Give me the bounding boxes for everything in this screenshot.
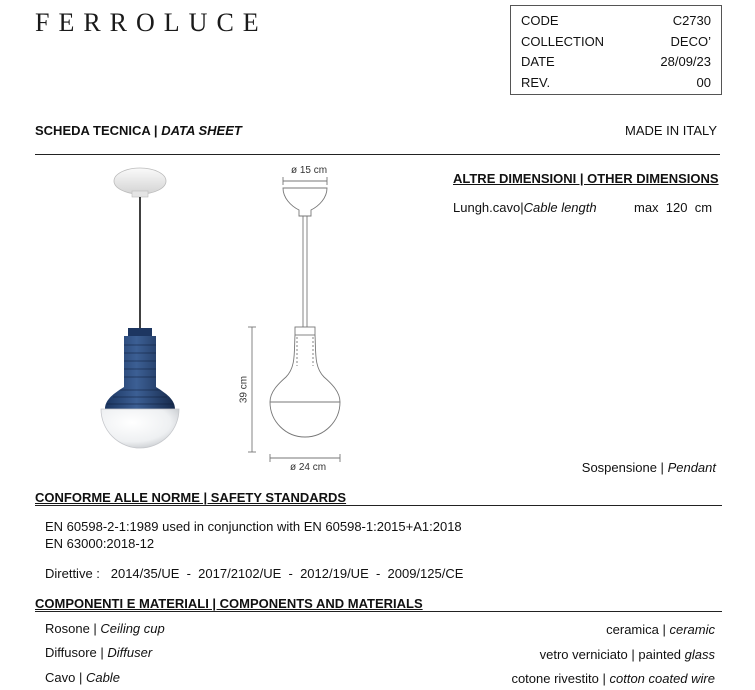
cable-length-value: max 120 cm bbox=[634, 200, 713, 215]
component-material-en: glass bbox=[684, 647, 715, 662]
top-diameter-label: ø 15 cm bbox=[290, 165, 328, 176]
component-name-en: Ceiling cup bbox=[100, 621, 165, 636]
standards-divider bbox=[35, 505, 722, 506]
cable-length-label-it: Lungh.cavo| bbox=[453, 200, 524, 215]
technical-drawing bbox=[238, 162, 370, 480]
component-name-it: Cavo | bbox=[45, 670, 86, 685]
component-name-it: Diffusore | bbox=[45, 645, 108, 660]
directives-line: Direttive : 2014/35/UE - 2017/2102/UE - 2012/19/UE - 2009/125/CE bbox=[45, 566, 464, 581]
component-material bbox=[606, 622, 715, 637]
component-material-it: ceramica | bbox=[606, 622, 670, 637]
components-divider bbox=[35, 611, 722, 612]
collection-value: DECO’ bbox=[670, 34, 711, 49]
bottom-diameter-label: ø 24 cm bbox=[289, 462, 327, 473]
component-name bbox=[45, 670, 120, 685]
component-name bbox=[45, 645, 152, 660]
title-italian: SCHEDA TECNICA | bbox=[35, 123, 162, 138]
page-title bbox=[35, 123, 242, 138]
component-name bbox=[45, 621, 165, 636]
component-name-en: Cable bbox=[85, 670, 120, 685]
component-material-it: vetro verniciato | painted bbox=[539, 647, 685, 662]
revision-value: 00 bbox=[696, 75, 711, 90]
code-row bbox=[521, 13, 711, 33]
other-dimensions-title: ALTRE DIMENSIONI | OTHER DIMENSIONS bbox=[453, 171, 719, 186]
title-english: DATA SHEET bbox=[161, 123, 242, 138]
component-material-en: ceramic bbox=[669, 622, 715, 637]
standard-line-2: EN 63000:2018-12 bbox=[45, 536, 155, 551]
components-title: COMPONENTI E MATERIALI | COMPONENTS AND MATERIALS bbox=[35, 596, 423, 611]
code-label: CODE bbox=[521, 13, 559, 28]
safety-standards-title: CONFORME ALLE NORME | SAFETY STANDARDS bbox=[35, 490, 347, 505]
revision-label: REV. bbox=[521, 75, 551, 90]
revision-row bbox=[521, 75, 711, 95]
date-row bbox=[521, 54, 711, 74]
component-name-it: Rosone | bbox=[45, 621, 101, 636]
product-photo bbox=[95, 165, 185, 460]
made-in-label: MADE IN ITALY bbox=[625, 123, 717, 138]
height-label: 39 cm bbox=[238, 375, 250, 404]
cable-length-label-en: Cable length bbox=[523, 200, 597, 215]
product-type bbox=[582, 460, 716, 475]
component-material bbox=[540, 647, 715, 662]
product-type-en: Pendant bbox=[667, 460, 716, 475]
component-material-it: cotone rivestito | bbox=[511, 671, 610, 686]
component-material bbox=[511, 671, 715, 686]
collection-row bbox=[521, 34, 711, 54]
component-name-en: Diffuser bbox=[107, 645, 153, 660]
component-material-en: cotton coated wire bbox=[609, 671, 715, 686]
standard-line-1: EN 60598-2-1:1989 used in conjunction with EN 60598-1:2015+A1:2018 bbox=[45, 519, 462, 534]
date-label: DATE bbox=[521, 54, 555, 69]
code-value: C2730 bbox=[672, 13, 711, 28]
header-divider bbox=[35, 154, 720, 155]
product-type-it: Sospensione | bbox=[581, 460, 668, 475]
collection-label: COLLECTION bbox=[521, 34, 605, 49]
brand-logo: FERROLUCE bbox=[35, 8, 268, 37]
cable-length-label bbox=[453, 200, 597, 215]
date-value: 28/09/23 bbox=[660, 54, 711, 69]
product-info-table bbox=[510, 5, 722, 95]
